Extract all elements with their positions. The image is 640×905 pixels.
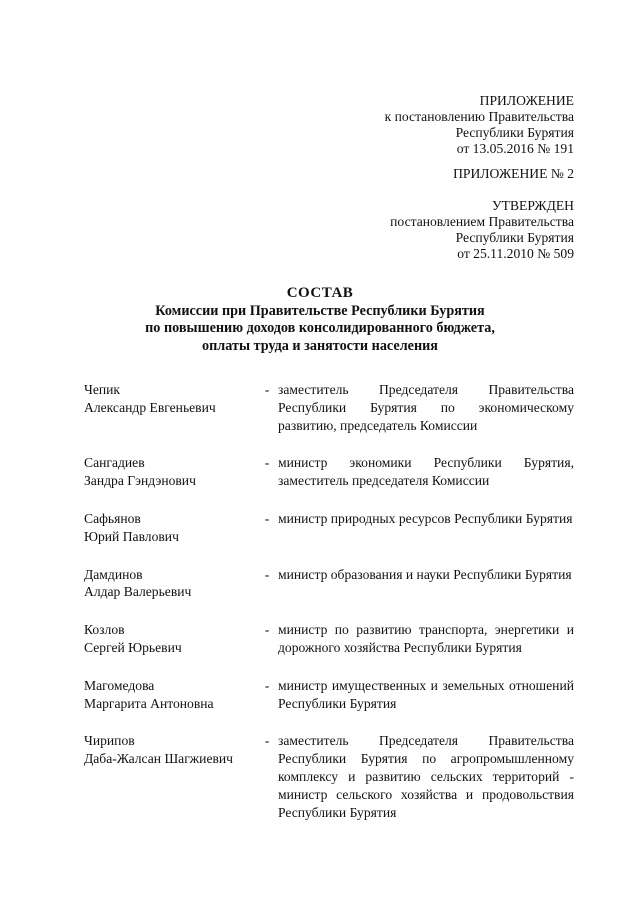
appendix-line-2: Республики Бурятия — [455, 125, 574, 140]
member-dash: - — [264, 622, 270, 638]
member-dash: - — [264, 455, 270, 471]
member-dash: - — [264, 382, 270, 397]
member-row — [84, 510, 574, 546]
member-surname: Магомедова — [84, 677, 155, 693]
heading-line-2: по повышению доходов консолидированного бюджета, — [145, 320, 495, 336]
member-row — [84, 454, 574, 490]
member-position: министр образования и науки Республики Бурятия — [278, 566, 572, 582]
member-dash: - — [264, 510, 270, 526]
member-given-name: Юрий Павлович — [84, 528, 179, 544]
member-row — [84, 566, 574, 602]
appendix-2-header — [453, 166, 574, 182]
member-position: заместитель Председателя Правительства Республики Бурятия по агропромышленному комплексу и развитию сельских территорий - министр сельского хозяйства и продовольствия Республики Бурятия — [278, 733, 574, 820]
member-dash: - — [264, 677, 270, 693]
member-position: заместитель Председателя Правительства Республики Бурятия по экономическому развитию, председатель Комиссии — [278, 382, 574, 433]
member-surname: Сангадиев — [84, 455, 145, 471]
member-given-name: Маргарита Антоновна — [84, 695, 214, 711]
member-given-name: Даба-Жалсан Шагжиевич — [84, 751, 234, 767]
heading-line-1: Комиссии при Правительстве Республики Бурятия — [155, 302, 485, 319]
member-row — [84, 677, 574, 713]
member-position: министр имущественных и земельных отношений Республики Бурятия — [278, 677, 574, 711]
member-given-name: Сергей Юрьевич — [84, 639, 182, 655]
member-surname: Чепик — [84, 382, 121, 397]
appendix-title: ПРИЛОЖЕНИЕ — [479, 93, 574, 108]
member-row — [84, 732, 574, 821]
appendix-line-1: к постановлению Правительства — [384, 109, 574, 124]
member-dash: - — [264, 733, 270, 749]
heading-title: СОСТАВ — [286, 285, 354, 301]
heading-line-3: оплаты труда и занятости населения — [202, 337, 438, 354]
member-name — [84, 677, 256, 713]
approved-line-2: Республики Бурятия — [455, 230, 574, 245]
document-heading — [0, 285, 640, 355]
member-name — [84, 621, 256, 657]
approved-header — [390, 198, 574, 262]
member-name — [84, 732, 256, 768]
appendix-2-title: ПРИЛОЖЕНИЕ № 2 — [453, 166, 574, 181]
approved-line-1: постановлением Правительства — [390, 214, 574, 229]
member-position: министр природных ресурсов Республики Бурятия — [278, 510, 573, 526]
member-surname: Дамдинов — [84, 566, 143, 582]
approved-title: УТВЕРЖДЕН — [492, 198, 574, 213]
member-row — [84, 621, 574, 657]
member-row — [84, 381, 574, 434]
approved-line-3: от 25.11.2010 № 509 — [457, 246, 574, 261]
member-name — [84, 454, 256, 490]
member-name — [84, 566, 256, 602]
member-surname: Чирипов — [84, 733, 135, 749]
appendix-header — [385, 93, 574, 157]
member-position: министр по развитию транспорта, энергетики и дорожного хозяйства Республики Бурятия — [278, 622, 574, 655]
member-position: министр экономики Республики Бурятия, заместитель председателя Комиссии — [278, 455, 574, 489]
member-dash: - — [264, 566, 270, 582]
member-given-name: Александр Евгеньевич — [84, 399, 216, 415]
member-name — [84, 381, 256, 417]
members-list — [84, 381, 574, 841]
member-given-name: Алдар Валерьевич — [84, 584, 192, 600]
member-name — [84, 510, 256, 546]
member-given-name: Зандра Гэндэнович — [84, 473, 196, 489]
member-surname: Сафьянов — [84, 510, 141, 526]
member-surname: Козлов — [84, 622, 125, 638]
appendix-line-3: от 13.05.2016 № 191 — [456, 141, 574, 156]
